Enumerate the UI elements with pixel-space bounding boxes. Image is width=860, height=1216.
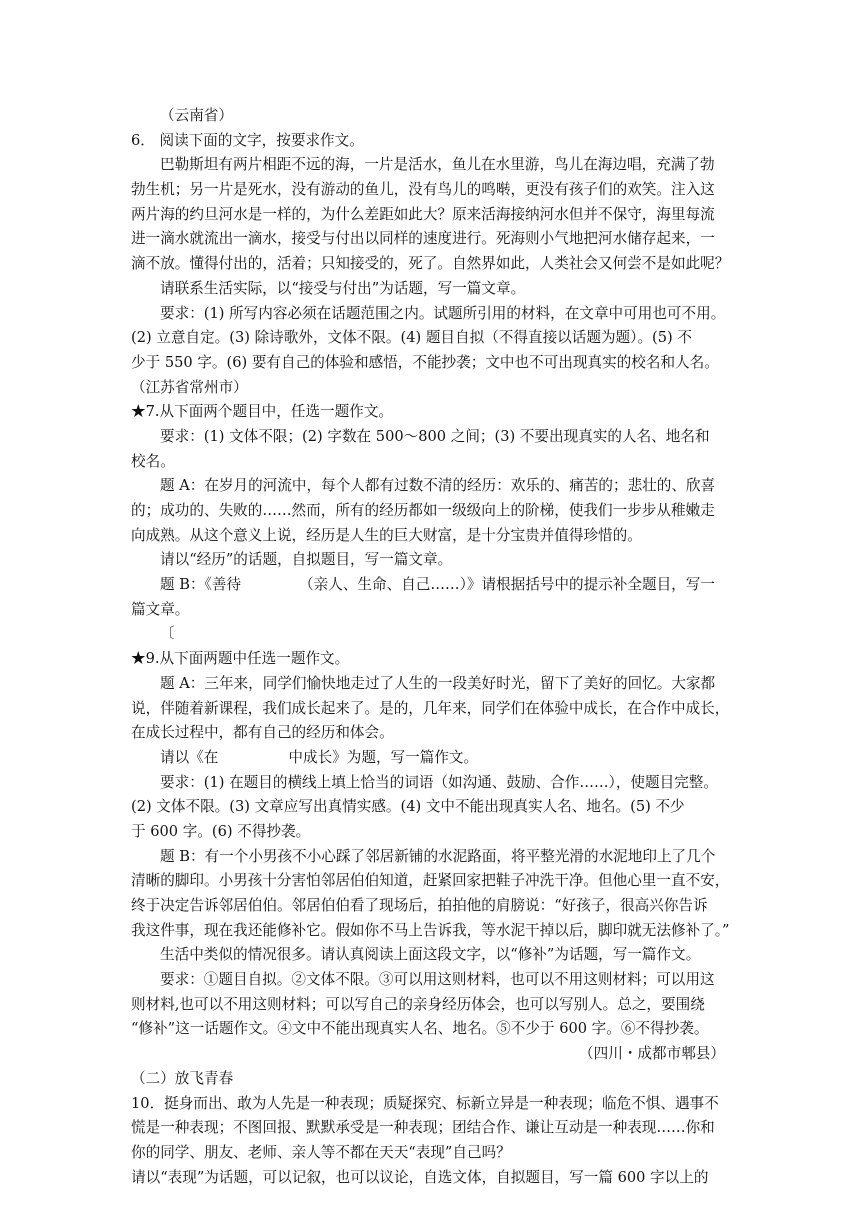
q7-topic-a-task: 请以“经历”的话题，自拟题目，写一篇文章。 (160, 551, 453, 569)
q6-requirements (131, 302, 737, 401)
text-line: 题 A：三年来，同学们愉快地走过了人生的一段美好时光，留下了美好的回忆。大家都 (160, 674, 716, 692)
q9-source: （四川・成都市郫县） (579, 1045, 725, 1063)
text-line: 巴勒斯坦有两片相距不远的海，一片是活水，鱼儿在水里游，鸟儿在海边唱，充满了勃 (160, 156, 715, 174)
text-line: (2) 文体不限。(3) 文章应写出真情实感。(4) 文中不能出现真实人名、地名。(5) 不少 (131, 798, 685, 816)
text-line: 于 600 字。(6) 不得抄袭。 (131, 822, 311, 840)
text-line: 题 A：在岁月的河流中，每个人都有过数不清的经历：欢乐的、痛苦的；悲壮的、欣喜 (160, 477, 716, 495)
task-prefix: 请以《在 (160, 748, 219, 766)
q7-topic-b-cont: 篇文章。 (131, 600, 190, 618)
document-body (131, 104, 737, 1190)
topic-b-suffix: （亲人、生命、自己……）》请根据括号中的提示补全题目，写一 (299, 576, 715, 594)
topic-b-prefix: 题 B：《善待 (160, 576, 242, 594)
text-line: 两片海的约旦河水是一样的，为什么差距如此大？原来活海接纳河水但并不保守，海里每流 (131, 205, 715, 223)
q7-topic-a (131, 474, 737, 548)
q6-task: 请联系生活实际，以“接受与付出”为话题，写一篇文章。 (160, 279, 526, 297)
text-line: 勃生机；另一片是死水，没有游动的鱼儿，没有鸟儿的鸣啭，更没有孩子们的欢笑。注入这 (131, 181, 715, 199)
text-line: 你的同学、朋友、老师、亲人等不都在天天“表现”自己吗？ (131, 1143, 511, 1161)
text-line: 要求：(1) 所写内容必须在话题范围之内。试题所引用的材料，在文章中可用也可不用。 (160, 304, 726, 322)
q7-heading: ★7.从下面两个题目中，任选一题作文。 (131, 403, 394, 421)
q7-requirements (131, 425, 737, 474)
q9-topic-a-requirements (131, 771, 737, 845)
source-label: （江苏省常州市） (131, 378, 248, 396)
q9-heading: ★9.从下面两题中任选一题作文。 (131, 650, 350, 668)
text-line: 慌是一种表现；不图回报、默默承受是一种表现；团结合作、谦让互动是一种表现……你和 (131, 1119, 715, 1137)
text-line: 10．挺身而出、敢为人先是一种表现；质疑探究、标新立异是一种表现；临危不惧、遇事不 (131, 1094, 719, 1112)
text-line: 题 B：有一个小男孩不小心踩了邻居新铺的水泥路面，将平整光滑的水泥地印上了几个 (160, 847, 716, 865)
text-line: 清晰的脚印。小男孩十分害怕邻居伯伯知道，赶紧回家把鞋子冲洗干净。但他心里一直不安， (131, 872, 730, 890)
text-line: 请以“表现”为话题，可以记叙，也可以议论，自选文体，自拟题目，写一篇 600 字以上的 (131, 1168, 709, 1186)
section-title: （二）放飞青春 (131, 1069, 234, 1087)
text-line: 少于 550 字。(6) 要有自己的体验和感悟，不能抄袭；文中也不可出现真实的校名和人名。 (131, 353, 719, 371)
text-line: “修补”这一话题作文。④文中不能出现真实人名、地名。⑤不少于 600 字。⑥不得抄袭。 (131, 1020, 709, 1038)
text-line: 终于决定告诉邻居伯伯。邻居伯伯看了现场后，拍拍他的肩膀说：“好孩子，很高兴你告诉 (131, 897, 708, 914)
text-line: 说，伴随着新课程，我们成长起来了。是的，几年来，同学们在体验中成长，在合作中成长， (131, 699, 730, 717)
q9-topic-a-task (131, 746, 737, 771)
q7-topic-b (131, 573, 737, 598)
text-line: 要求：(1) 文体不限；(2) 字数在 500～800 之间；(3) 不要出现真实的人名、地名和 (160, 427, 710, 445)
text-line: 要求：①题目自拟。②文体不限。③可以用这则材料，也可以不用这则材料；可以用这 (160, 971, 715, 989)
text-line: 要求：(1) 在题目的横线上填上恰当的词语（如沟通、鼓励、合作……），使题目完整。 (160, 773, 718, 791)
q6-prev-source: （云南省） (160, 107, 233, 124)
q6-passage (131, 153, 737, 276)
stray-mark: 〔 (160, 625, 175, 643)
text-line: 的；成功的、失败的……然而，所有的经历都如一级级向上的阶梯，使我们一步步从稚嫩走 (131, 502, 715, 519)
task-suffix: 中成长》为题，写一篇作文。 (288, 748, 479, 766)
text-line: 则材料,也可以不用这则材料；可以写自己的亲身经历体会，也可以写别人。总之，要围绕 (131, 995, 705, 1013)
text-line: (2) 立意自定。(3) 除诗歌外，文体不限。(4) 题目自拟（不得直接以话题为题）。(5) 不 (131, 329, 692, 347)
q10-prompt (131, 1092, 737, 1191)
q9-topic-b-task: 生活中类似的情况很多。请认真阅读上面这段文字，以“修补”为话题，写一篇作文。 (160, 946, 701, 964)
q6-heading: 6． 阅读下面的文字，按要求作文。 (131, 131, 364, 149)
text-line: 进一滴水就流出一滴水，接受与付出以同样的速度进行。死海则小气地把河水储存起来，一 (131, 230, 715, 248)
q9-topic-a (131, 672, 737, 746)
q9-topic-b (131, 845, 737, 944)
text-line: 校名。 (131, 452, 175, 470)
text-line: 我这件事，现在我还能修补它。假如你不马上告诉我，等水泥干掉以后，脚印就无法修补了。” (131, 921, 730, 939)
text-line: 滴不放。懂得付出的，活着；只知接受的，死了。自然界如此，人类社会又何尝不是如此呢？ (131, 255, 730, 273)
text-line: 在成长过程中，都有自己的经历和体会。 (131, 724, 394, 742)
text-line: 向成熟。从这个意义上说，经历是人生的巨大财富，是十分宝贵并值得珍惜的。 (131, 526, 642, 544)
q9-topic-b-requirements (131, 968, 737, 1042)
